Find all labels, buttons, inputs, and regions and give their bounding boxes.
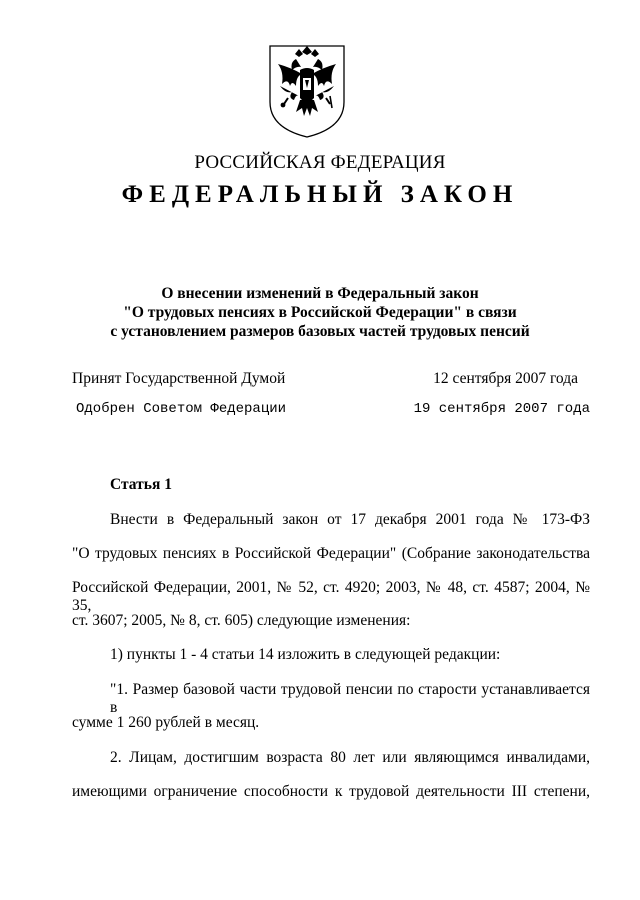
document-type-heading: ФЕДЕРАЛЬНЫЙ ЗАКОН [121,181,519,208]
law-title-line: "О трудовых пенсиях в Российской Федерации" в связи [123,304,517,321]
article-text-line: "1. Размер базовой части трудовой пенсии по старости устанавливается в [110,681,590,716]
article-text-line: ст. 3607; 2005, № 8, ст. 605) следующие изменения: [72,612,411,629]
article-text-line: Внести в Федеральный закон от 17 декабря 2001 года № 173-ФЗ [110,511,590,528]
council-date: 19 сентября 2007 года [413,401,590,417]
country-heading: РОССИЙСКАЯ ФЕДЕРАЦИЯ [194,152,446,173]
article-heading: Статья 1 [110,476,172,493]
law-title-line: О внесении изменений в Федеральный закон [161,285,479,302]
council-label: Одобрен Советом Федерации [76,401,287,417]
article-text-line: 1) пункты 1 - 4 статьи 14 изложить в следующей редакции: [110,646,501,663]
coat-of-arms-icon [266,42,348,140]
article-text-line: Российской Федерации, 2001, № 52, ст. 4920; 2003, № 48, ст. 4587; 2004, № 35, [72,579,590,614]
duma-label: Принят Государственной Думой [72,370,286,387]
law-title-line: с установлением размеров базовых частей трудовых пенсий [110,323,530,340]
duma-date: 12 сентября 2007 года [433,370,578,387]
article-text-line: "О трудовых пенсиях в Российской Федерации" (Собрание законодательства [72,545,590,562]
law-title [60,284,580,341]
article-text-line: сумме 1 260 рублей в месяц. [72,714,260,731]
article-text-line: 2. Лицам, достигшим возраста 80 лет или являющимся инвалидами, [110,749,590,766]
article-text-line: имеющими ограничение способности к трудовой деятельности III степени, [72,783,590,800]
